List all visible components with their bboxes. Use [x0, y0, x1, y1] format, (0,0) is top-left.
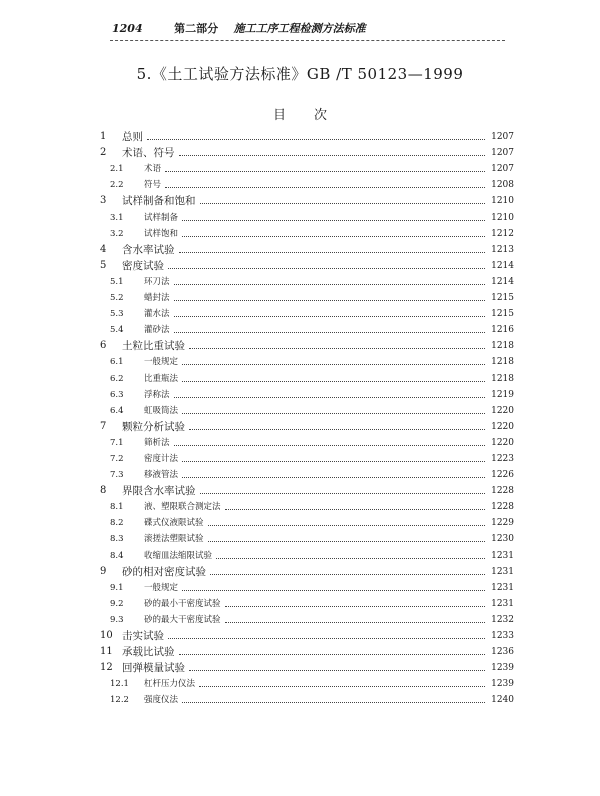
- toc-entry[interactable]: [100, 658, 514, 674]
- toc-dot-leader: [182, 220, 485, 221]
- toc-entry-page: 1208: [491, 180, 514, 191]
- toc-entry-number: 6: [100, 340, 107, 352]
- toc-entry-title: 试样制备和饱和: [122, 195, 196, 208]
- toc-entry-title: 回弹模量试验: [122, 662, 185, 675]
- toc-entry-number: 3.2: [110, 228, 124, 239]
- toc-entry[interactable]: [100, 352, 514, 368]
- toc-dot-leader: [200, 203, 486, 204]
- toc-entry-number: 6.2: [110, 373, 124, 384]
- toc-entry-page: 1231: [491, 582, 514, 593]
- toc-entry-number: 5.2: [110, 293, 124, 304]
- toc-entry-page: 1214: [491, 260, 514, 271]
- toc-dot-leader: [182, 381, 485, 382]
- toc-entry-title: 虹吸筒法: [144, 405, 179, 416]
- toc-entry-title: 滚搓法塑限试验: [144, 534, 204, 545]
- toc-entry-page: 1231: [491, 550, 514, 561]
- toc-dot-leader: [174, 300, 485, 301]
- toc-entry-number: 9: [100, 565, 107, 577]
- toc-entry[interactable]: [100, 175, 514, 191]
- toc-entry[interactable]: [100, 207, 514, 223]
- toc-dot-leader: [208, 525, 485, 526]
- toc-entry-title: 收缩皿法缩限试验: [144, 550, 213, 561]
- toc-entry-number: 9.1: [110, 582, 124, 593]
- toc-entry[interactable]: [100, 127, 514, 143]
- toc-dot-leader: [174, 332, 485, 333]
- toc-entry-number: 2.2: [110, 180, 124, 191]
- toc-entry[interactable]: [100, 513, 514, 529]
- toc-entry-number: 1: [100, 131, 107, 143]
- toc-entry-title: 砂的相对密度试验: [122, 565, 206, 578]
- toc-entry-number: 6.4: [110, 405, 124, 416]
- toc-entry-page: 1229: [491, 518, 514, 529]
- toc-entry[interactable]: [100, 224, 514, 240]
- toc-entry-page: 1216: [491, 325, 514, 336]
- toc-entry-number: 3.1: [110, 212, 124, 223]
- toc-entry-page: 1212: [491, 228, 514, 239]
- toc-entry-page: 1220: [491, 405, 514, 416]
- toc-entry-title: 砂的最大干密度试验: [144, 614, 221, 625]
- toc-entry[interactable]: [100, 674, 514, 690]
- toc-entry-page: 1226: [491, 470, 514, 481]
- toc-entry-number: 6.1: [110, 357, 124, 368]
- toc-entry-number: 7.3: [110, 470, 124, 481]
- toc-entry-number: 8.1: [110, 502, 124, 513]
- toc-entry-number: 3: [100, 195, 107, 207]
- toc-entry-number: 6.3: [110, 389, 124, 400]
- header-part: 第二部分: [174, 22, 219, 35]
- toc-entry-page: 1230: [491, 534, 514, 545]
- toc-entry[interactable]: [100, 529, 514, 545]
- header-rule: [110, 40, 505, 41]
- toc-entry[interactable]: [100, 497, 514, 513]
- toc-entry[interactable]: [100, 143, 514, 159]
- toc-entry-page: 1231: [491, 566, 514, 577]
- toc-entry-title: 界限含水率试验: [122, 485, 196, 498]
- toc-entry-number: 8.3: [110, 534, 124, 545]
- toc-entry-title: 杠杆压力仪法: [144, 679, 196, 690]
- toc-entry-number: 8: [100, 485, 107, 497]
- toc-dot-leader: [199, 686, 485, 687]
- toc-entry[interactable]: [100, 240, 514, 256]
- toc-entry-page: 1236: [491, 647, 514, 658]
- document-title: 5.《土工试验方法标准》GB /T 50123—1999: [136, 65, 464, 83]
- toc-entry-title: 强度仪法: [144, 695, 179, 706]
- toc-entry-page: 1220: [491, 437, 514, 448]
- toc-entry[interactable]: [100, 272, 514, 288]
- toc-entry-number: 7: [100, 420, 107, 432]
- toc-dot-leader: [165, 187, 485, 188]
- toc-entry-page: 1213: [491, 244, 514, 255]
- toc-entry-page: 1219: [491, 389, 514, 400]
- toc-entry-page: 1207: [491, 148, 514, 159]
- toc-entry-number: 9.3: [110, 614, 124, 625]
- toc-entry[interactable]: [100, 401, 514, 417]
- toc-dot-leader: [189, 429, 485, 430]
- toc-entry[interactable]: [100, 385, 514, 401]
- toc-entry[interactable]: [100, 481, 514, 497]
- toc-entry[interactable]: [100, 690, 514, 706]
- toc-entry-number: 2.1: [110, 164, 124, 175]
- toc-entry-page: 1218: [491, 357, 514, 368]
- toc-entry[interactable]: [100, 320, 514, 336]
- toc-entry-title: 术语: [144, 164, 162, 175]
- toc-entry-title: 试样制备: [144, 212, 179, 223]
- toc-dot-leader: [182, 702, 485, 703]
- toc-entry-page: 1239: [491, 663, 514, 674]
- toc-dot-leader: [182, 477, 485, 478]
- toc-entry-title: 蜡封法: [144, 293, 170, 304]
- toc-entry-page: 1207: [491, 164, 514, 175]
- toc-entry[interactable]: [100, 159, 514, 175]
- toc-dot-leader: [174, 397, 485, 398]
- toc-dot-leader: [168, 638, 485, 639]
- toc-entry-page: 1228: [491, 502, 514, 513]
- toc-dot-leader: [147, 139, 485, 140]
- toc-entry-number: 12.2: [110, 695, 129, 706]
- header-section: 施工工序工程检测方法标准: [233, 22, 366, 35]
- toc-entry[interactable]: [100, 545, 514, 561]
- toc-entry-title: 环刀法: [144, 276, 170, 287]
- header-page-number: 1204: [112, 22, 143, 35]
- toc-entry-page: 1233: [491, 631, 514, 641]
- toc-entry-title: 灌砂法: [144, 325, 170, 336]
- toc-entry-page: 1231: [491, 598, 514, 609]
- toc-entry-page: 1210: [491, 212, 514, 223]
- toc-entry-page: 1215: [491, 293, 514, 304]
- toc-dot-leader: [210, 574, 485, 575]
- toc-entry-page: 1207: [491, 132, 514, 143]
- toc-entry-number: 7.1: [110, 437, 124, 448]
- toc-dot-leader: [182, 413, 485, 414]
- toc-dot-leader: [225, 622, 485, 623]
- toc-dot-leader: [208, 541, 485, 542]
- toc-entry[interactable]: [100, 578, 514, 594]
- toc-entry-number: 7.2: [110, 453, 124, 464]
- toc-entry-title: 密度试验: [122, 259, 164, 272]
- toc-entry-number: 8.4: [110, 550, 124, 561]
- toc-entry[interactable]: [100, 368, 514, 384]
- toc-entry[interactable]: [100, 433, 514, 449]
- toc-entry-number: 4: [100, 243, 107, 255]
- toc-dot-leader: [182, 236, 485, 237]
- toc-dot-leader: [182, 590, 485, 591]
- toc-entry-title: 颗粒分析试验: [122, 420, 185, 433]
- toc-entry-title: 含水率试验: [122, 243, 175, 256]
- toc-entry-title: 土粒比重试验: [122, 340, 185, 353]
- toc-entry-title: 一般规定: [144, 582, 179, 593]
- toc-entry-title: 灌水法: [144, 309, 170, 320]
- toc-entry[interactable]: [100, 465, 514, 481]
- toc-entry-page: 1223: [491, 453, 514, 464]
- toc-entry-page: 1228: [491, 486, 514, 497]
- toc-entry-title: 碟式仪液限试验: [144, 518, 204, 529]
- toc-dot-leader: [225, 606, 485, 607]
- toc-entry-page: 1214: [491, 276, 514, 287]
- toc-entry[interactable]: [100, 288, 514, 304]
- toc-entry-title: 试样饱和: [144, 228, 179, 239]
- toc-entry[interactable]: [100, 417, 514, 433]
- table-of-contents: [100, 127, 514, 706]
- toc-entry-page: 1218: [491, 373, 514, 384]
- toc-dot-leader: [182, 364, 485, 365]
- toc-dot-leader: [174, 316, 485, 317]
- toc-entry-page: 1239: [491, 679, 514, 690]
- toc-dot-leader: [179, 654, 486, 655]
- toc-entry-number: 2: [100, 147, 107, 159]
- toc-dot-leader: [189, 670, 485, 671]
- toc-entry-number: 5.1: [110, 276, 124, 287]
- toc-entry-number: 10: [100, 630, 113, 641]
- toc-entry-title: 一般规定: [144, 357, 179, 368]
- toc-entry-title: 击实试验: [122, 630, 164, 642]
- toc-entry-number: 5.4: [110, 325, 124, 336]
- toc-entry[interactable]: [100, 642, 514, 658]
- toc-entry[interactable]: [100, 626, 514, 642]
- toc-entry-title: 浮称法: [144, 389, 170, 400]
- toc-entry[interactable]: [100, 336, 514, 352]
- toc-entry-title: 砂的最小干密度试验: [144, 598, 221, 609]
- toc-dot-leader: [189, 348, 485, 349]
- toc-dot-leader: [179, 252, 486, 253]
- toc-entry[interactable]: [100, 610, 514, 626]
- toc-entry-number: 8.2: [110, 518, 124, 529]
- toc-entry-title: 符号: [144, 180, 162, 191]
- running-header: [112, 20, 502, 38]
- toc-dot-leader: [168, 268, 485, 269]
- toc-entry-page: 1220: [491, 421, 514, 432]
- toc-dot-leader: [165, 171, 485, 172]
- toc-entry-page: 1240: [491, 695, 514, 706]
- toc-dot-leader: [174, 284, 485, 285]
- toc-dot-leader: [225, 509, 485, 510]
- toc-entry-number: 11: [100, 646, 113, 658]
- toc-entry[interactable]: [100, 191, 514, 207]
- toc-entry-title: 承载比试验: [122, 646, 175, 659]
- toc-dot-leader: [179, 155, 486, 156]
- toc-entry-number: 12.1: [110, 679, 129, 690]
- toc-entry-page: 1232: [491, 614, 514, 625]
- toc-entry-title: 密度计法: [144, 453, 179, 464]
- toc-entry-number: 5.3: [110, 309, 124, 320]
- toc-entry-title: 术语、符号: [122, 147, 175, 160]
- toc-entry[interactable]: [100, 594, 514, 610]
- toc-entry-title: 总则: [122, 131, 143, 144]
- toc-entry-number: 5: [100, 259, 107, 271]
- toc-entry[interactable]: [100, 304, 514, 320]
- toc-entry-title: 筛析法: [144, 437, 170, 448]
- toc-dot-leader: [182, 461, 485, 462]
- toc-entry[interactable]: [100, 562, 514, 578]
- toc-dot-leader: [174, 445, 485, 446]
- toc-entry-page: 1218: [491, 341, 514, 352]
- toc-heading: 目次: [272, 108, 355, 123]
- toc-entry-number: 9.2: [110, 598, 124, 609]
- toc-entry-title: 比重瓶法: [144, 373, 179, 384]
- toc-entry-title: 移液管法: [144, 470, 179, 481]
- toc-entry-title: 液、塑限联合测定法: [144, 502, 221, 513]
- toc-dot-leader: [216, 558, 485, 559]
- toc-dot-leader: [200, 493, 486, 494]
- toc-entry-page: 1210: [491, 196, 514, 207]
- toc-entry[interactable]: [100, 449, 514, 465]
- toc-entry[interactable]: [100, 256, 514, 272]
- toc-entry-page: 1215: [491, 309, 514, 320]
- toc-entry-number: 12: [100, 662, 113, 674]
